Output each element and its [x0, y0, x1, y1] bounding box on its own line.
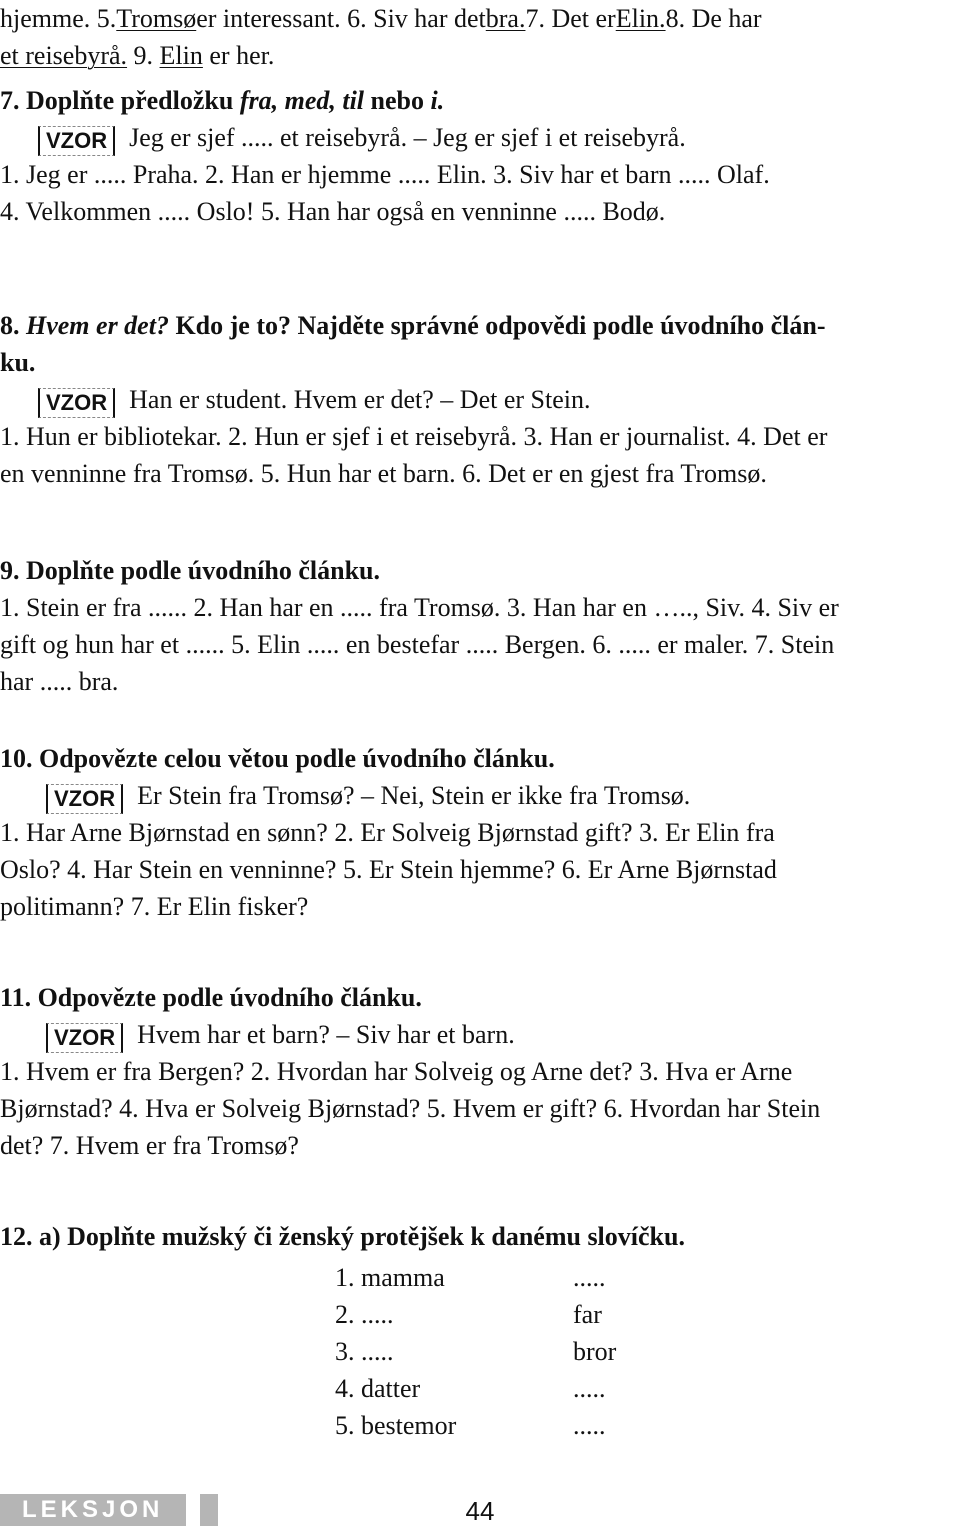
word-cell: 4. datter — [335, 1374, 421, 1403]
exercise-heading-cont: ku. — [0, 348, 36, 377]
exercise-line: Bjørnstad? 4. Hva er Solveig Bjørnstad? 5. Hvem er gift? 6. Hvordan har Stein — [0, 1094, 821, 1123]
word-cell: ..... — [573, 1263, 606, 1292]
exercise-line: 1. Hvem er fra Bergen? 2. Hvordan har Solveig og Arne det? 3. Hva er Arne — [0, 1057, 793, 1086]
exercise-line: 1. Hun er bibliotekar. 2. Hun er sjef i et reisebyrå. 3. Han er journalist. 4. Det er — [0, 422, 828, 451]
word-cell: 2. ..... — [335, 1300, 394, 1329]
vzor-label: VZOR — [38, 126, 115, 156]
page-number: 44 — [465, 1496, 495, 1526]
exercise-11 — [0, 979, 960, 1164]
exercise-heading: 8. Hvem er det? Kdo je to? Najděte správné odpovědi podle úvodního člán- — [0, 311, 826, 340]
chapter-tab — [0, 1494, 218, 1526]
exercise-heading: 12. a) Doplňte mužský či ženský protějšek k danému slovíčku. — [0, 1222, 685, 1251]
word-cell: ..... — [573, 1411, 606, 1440]
exercise-7 — [0, 82, 960, 230]
word-cell: 3. ..... — [335, 1337, 394, 1366]
word-cell: 1. mamma — [335, 1263, 445, 1292]
example-line — [0, 119, 960, 156]
example-line — [0, 381, 960, 418]
example-text: Jeg er sjef ..... et reisebyrå. – Jeg er sjef i et reisebyrå. — [129, 123, 686, 152]
exercise-line: politimann? 7. Er Elin fisker? — [0, 892, 309, 921]
example-text: Han er student. Hvem er det? – Det er Stein. — [129, 385, 591, 414]
exercise-heading: 11. Odpovězte podle úvodního článku. — [0, 983, 422, 1012]
word-cell: far — [573, 1300, 602, 1329]
exercise-12 — [0, 1218, 960, 1255]
vzor-label: VZOR — [46, 784, 123, 814]
previous-exercise-answers — [0, 0, 960, 74]
table-row — [335, 1407, 616, 1444]
exercise-line: 1. Har Arne Bjørnstad en sønn? 2. Er Solveig Bjørnstad gift? 3. Er Elin fra — [0, 818, 775, 847]
table-row — [335, 1370, 616, 1407]
word-cell: ..... — [573, 1374, 606, 1403]
answer-line-2: et reisebyrå. 9. Elin er her. — [0, 41, 275, 70]
exercise-line: har ..... bra. — [0, 667, 119, 696]
exercise-line: 1. Stein er fra ...... 2. Han har en ..... fra Tromsø. 3. Han har en ….., Siv. 4. Siv er — [0, 593, 839, 622]
exercise-heading: 7. Doplňte předložku fra, med, til nebo i. — [0, 86, 445, 115]
exercise-heading: 10. Odpovězte celou větou podle úvodního článku. — [0, 744, 555, 773]
chapter-number-mark — [186, 1494, 200, 1526]
exercise-line: 4. Velkommen ..... Oslo! 5. Han har også en venninne ..... Bodø. — [0, 197, 666, 226]
exercise-line: 1. Jeg er ..... Praha. 2. Han er hjemme ..... Elin. 3. Siv har et barn ..... Olaf. — [0, 160, 770, 189]
word-cell: bror — [573, 1337, 617, 1366]
answer-text: hjemme. 5.Tromsøer interessant. 6. Siv har detbra.7. Det erElin.8. De har — [0, 4, 762, 33]
exercise-9 — [0, 552, 960, 700]
exercise-10 — [0, 740, 960, 925]
answer-line-1 — [0, 0, 960, 37]
example-line — [0, 777, 960, 814]
exercise-8 — [0, 307, 960, 492]
chapter-label: LEKSJON — [22, 1496, 164, 1523]
example-text: Er Stein fra Tromsø? – Nei, Stein er ikke fra Tromsø. — [137, 781, 691, 810]
exercise-line: en venninne fra Tromsø. 5. Hun har et barn. 6. Det er en gjest fra Tromsø. — [0, 459, 767, 488]
vzor-label: VZOR — [38, 388, 115, 418]
table-row — [335, 1296, 616, 1333]
word-cell: 5. bestemor — [335, 1411, 457, 1440]
exercise-heading: 9. Doplňte podle úvodního článku. — [0, 556, 381, 585]
exercise-line: det? 7. Hvem er fra Tromsø? — [0, 1131, 299, 1160]
word-pairs-table — [335, 1259, 616, 1444]
table-row — [335, 1333, 616, 1370]
exercise-line: gift og hun har et ...... 5. Elin ..... en bestefar ..... Bergen. 6. ..... er maler. 7. Stein — [0, 630, 835, 659]
exercise-line: Oslo? 4. Har Stein en venninne? 5. Er Stein hjemme? 6. Er Arne Bjørnstad — [0, 855, 777, 884]
example-line — [0, 1016, 960, 1053]
example-text: Hvem har et barn? – Siv har et barn. — [137, 1020, 515, 1049]
vzor-label: VZOR — [46, 1023, 123, 1053]
table-row — [335, 1259, 616, 1296]
